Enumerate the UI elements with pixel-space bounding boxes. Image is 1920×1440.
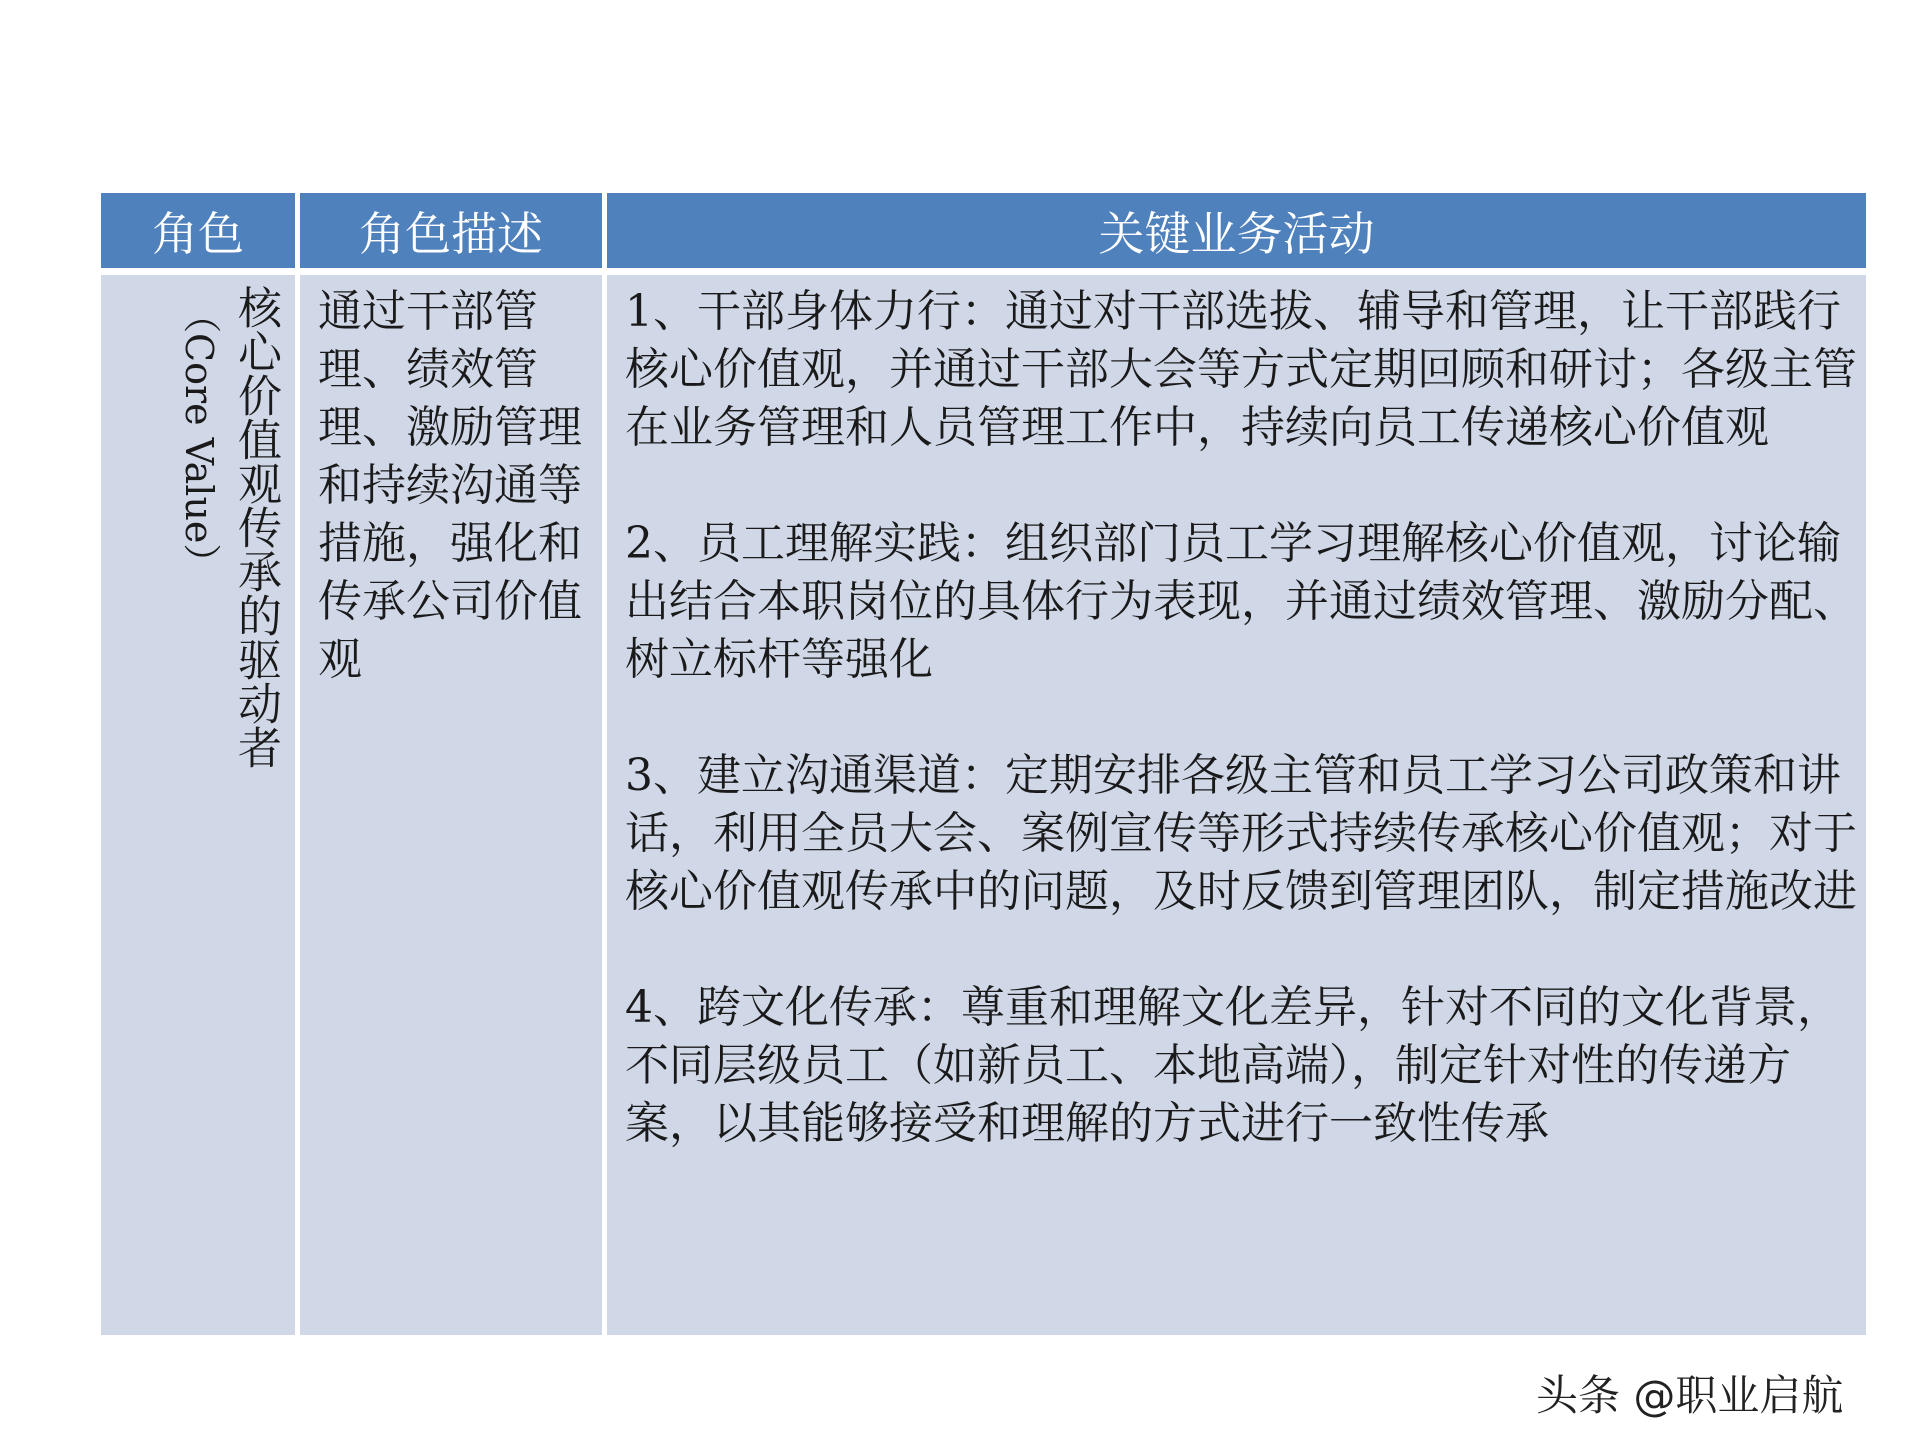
role-description: 通过干部管理、绩效管理、激励管理和持续沟通等措施，强化和传承公司价值观 xyxy=(318,286,582,685)
watermark: 头条 @职业启航 xyxy=(1536,1371,1844,1420)
activity-item: 1、干部身体力行：通过对干部选拔、辅导和管理，让干部践行核心价值观，并通过干部大会等方式定期回顾和研讨；各级主管在业务管理和人员管理工作中，持续向员工传递核心价值观 xyxy=(625,286,1857,453)
header-activities: 关键业务活动 xyxy=(607,193,1866,268)
activity-item: 3、建立沟通渠道：定期安排各级主管和员工学习公司政策和讲话，利用全员大会、案例宣传等形式持续传承核心价值观；对于核心价值观传承中的问题，及时反馈到管理团队，制定措施改进 xyxy=(625,750,1857,917)
role-name-en: （Core Value） xyxy=(177,295,221,582)
header-role: 角色 xyxy=(101,193,295,268)
activity-item: 2、员工理解实践：组织部门员工学习理解核心价值观，讨论输出结合本职岗位的具体行为表现，并通过绩效管理、激励分配、树立标杆等强化 xyxy=(625,518,1857,685)
activities-list xyxy=(625,283,1860,1211)
role-cell xyxy=(101,275,295,1335)
role-table xyxy=(101,193,1866,1335)
role-name-cn: 核心价值观传承的驱动者 xyxy=(230,285,281,769)
header-description: 角色描述 xyxy=(300,193,602,268)
activities-cell xyxy=(607,275,1866,1335)
activity-item: 4、跨文化传承：尊重和理解文化差异，针对不同的文化背景，不同层级员工（如新员工、本地高端），制定针对性的传递方案，以其能够接受和理解的方式进行一致性传承 xyxy=(625,982,1841,1149)
description-cell xyxy=(300,275,602,1335)
